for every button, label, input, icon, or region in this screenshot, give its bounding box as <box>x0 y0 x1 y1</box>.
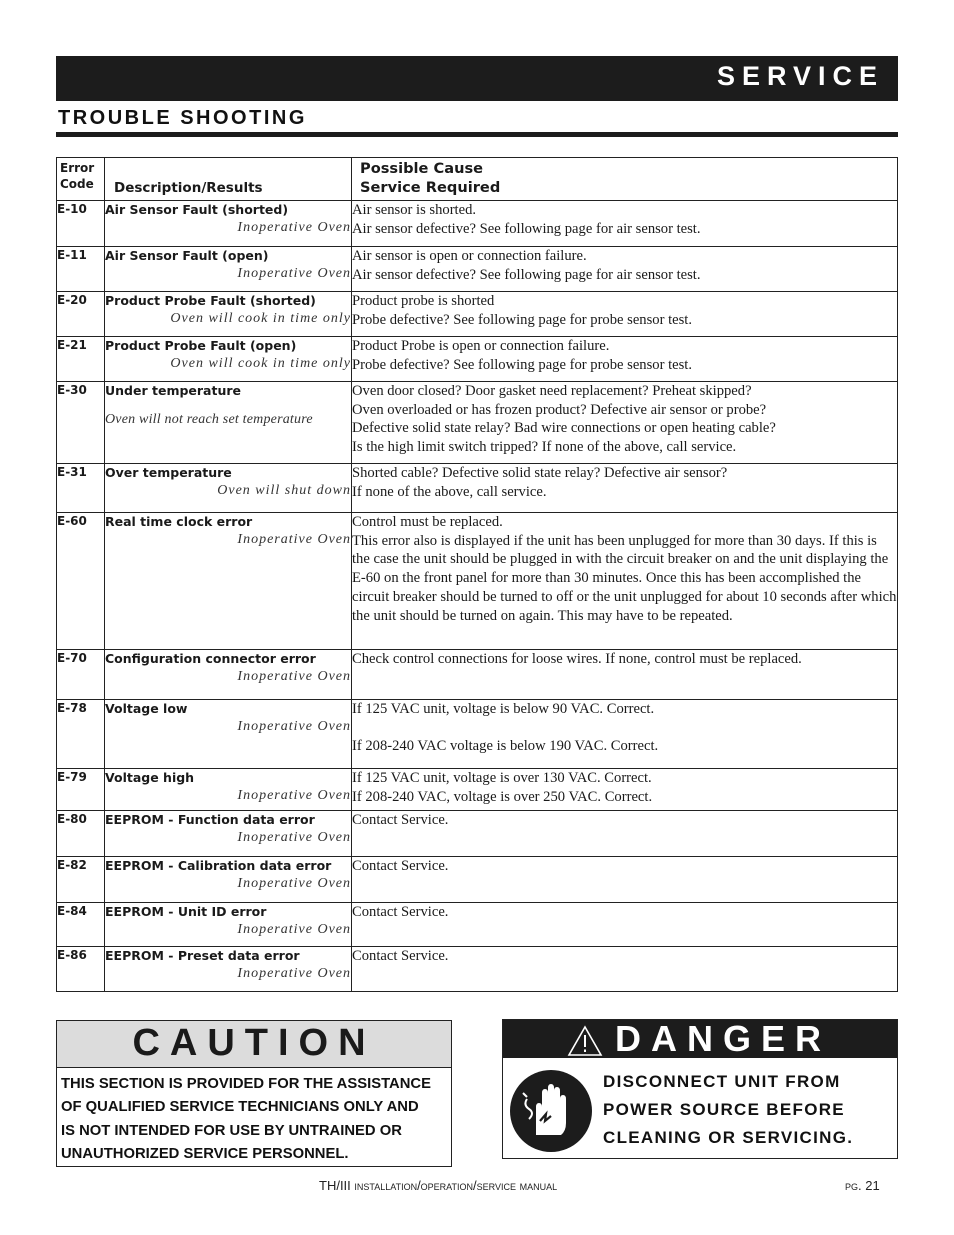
possible-cause <box>352 337 898 382</box>
error-code: E-30 <box>57 382 105 464</box>
danger-header <box>503 1020 897 1058</box>
cause-line: If none of the above, call service. <box>352 483 547 500</box>
fault-result: Inoperative Oven <box>237 266 351 281</box>
fault-result: Inoperative Oven <box>237 966 351 981</box>
fault-title: Voltage low <box>105 701 188 716</box>
cause-line: Air sensor defective? See following page for air sensor test. <box>352 266 701 283</box>
fault-result: Inoperative Oven <box>237 830 351 845</box>
page-number: pg. 21 <box>845 1178 880 1193</box>
cause-line: This error also is displayed if the unit has been unplugged for more than 30 days. If this is the case the unit should be plugged in with the circuit breaker on and the unit displaying the E-60 on the front panel for more than 30 minutes. Once this has been accomplished the circuit breaker should be turned to off or the unit unplugged for about 10 seconds after which the unit should be turned on again. This may have to be repeated. <box>352 532 897 624</box>
cause-line: Shorted cable? Defective solid state relay? Defective air sensor? <box>352 465 728 481</box>
error-description <box>105 464 352 513</box>
cause-line: Probe defective? See following page for probe sensor test. <box>352 311 693 328</box>
error-description <box>105 513 352 650</box>
cause-line: Oven overloaded or has frozen product? Defective air sensor or probe? <box>352 401 767 418</box>
cause-line: Air sensor defective? See following page for air sensor test. <box>352 220 701 237</box>
error-description <box>105 811 352 857</box>
fault-title: Voltage high <box>105 770 195 785</box>
error-description <box>105 337 352 382</box>
header-possible-cause: Possible Cause Service Required <box>352 158 898 201</box>
table-row <box>57 201 898 247</box>
error-code: E-82 <box>57 857 105 903</box>
table-row <box>57 382 898 464</box>
fault-title: EEPROM - Function data error <box>105 812 315 827</box>
possible-cause <box>352 700 898 769</box>
cause-line: Product Probe is open or connection failure. <box>352 338 610 354</box>
fault-title: Air Sensor Fault (open) <box>105 248 269 263</box>
table-row <box>57 857 898 903</box>
fault-result: Inoperative Oven <box>237 719 351 734</box>
cause-line: If 125 VAC unit, voltage is below 90 VAC. Correct. <box>352 701 655 717</box>
fault-result: Inoperative Oven <box>237 669 351 684</box>
cause-line: Product probe is shorted <box>352 293 495 309</box>
cause-line: Probe defective? See following page for probe sensor test. <box>352 356 693 373</box>
cause-line: Control must be replaced. <box>352 514 503 530</box>
error-description <box>105 292 352 337</box>
possible-cause <box>352 464 898 513</box>
cause-line: Contact Service. <box>352 948 449 964</box>
fault-title: Product Probe Fault (open) <box>105 338 297 353</box>
caution-box <box>56 1020 452 1167</box>
manual-title: TH/III installation/operation/service manual <box>319 1178 558 1193</box>
section-label: SERVICE <box>716 61 884 91</box>
table-row <box>57 292 898 337</box>
table-row <box>57 650 898 700</box>
cause-line: Contact Service. <box>352 904 449 920</box>
service-header-bar <box>56 56 898 101</box>
fault-result: Inoperative Oven <box>237 876 351 891</box>
error-code: E-70 <box>57 650 105 700</box>
cause-line: Air sensor is open or connection failure. <box>352 248 587 264</box>
danger-message: DISCONNECT UNIT FROM POWER SOURCE BEFORE CLEANING OR SERVICING. <box>603 1072 854 1147</box>
error-description <box>105 700 352 769</box>
page-title: TROUBLE SHOOTING <box>58 107 307 129</box>
possible-cause <box>352 247 898 292</box>
possible-cause <box>352 857 898 903</box>
error-description <box>105 857 352 903</box>
cause-line: Contact Service. <box>352 812 449 828</box>
cause-line: If 208-240 VAC voltage is below 190 VAC. Correct. <box>352 737 659 754</box>
table-row <box>57 464 898 513</box>
fault-title: Configuration connector error <box>105 651 316 666</box>
error-code: E-10 <box>57 201 105 247</box>
possible-cause <box>352 650 898 700</box>
cause-line: If 208-240 VAC, voltage is over 250 VAC. Correct. <box>352 788 653 805</box>
error-description <box>105 903 352 947</box>
error-description <box>105 247 352 292</box>
fault-result: Oven will not reach set temperature <box>105 412 313 427</box>
header-description: Description/Results <box>105 158 352 201</box>
error-code: E-21 <box>57 337 105 382</box>
cause-line: If 125 VAC unit, voltage is over 130 VAC. Correct. <box>352 770 652 786</box>
possible-cause <box>352 201 898 247</box>
possible-cause <box>352 903 898 947</box>
error-code: E-78 <box>57 700 105 769</box>
error-description <box>105 382 352 464</box>
cause-line <box>352 719 897 737</box>
table-row <box>57 247 898 292</box>
possible-cause <box>352 769 898 811</box>
fault-title: Real time clock error <box>105 514 253 529</box>
error-code: E-84 <box>57 903 105 947</box>
troubleshooting-table <box>56 157 898 992</box>
fault-result: Inoperative Oven <box>237 532 351 547</box>
fault-title: EEPROM - Unit ID error <box>105 904 267 919</box>
table-row <box>57 769 898 811</box>
cause-line: Check control connections for loose wires. If none, control must be replaced. <box>352 651 802 667</box>
error-code: E-31 <box>57 464 105 513</box>
possible-cause <box>352 292 898 337</box>
table-row <box>57 903 898 947</box>
possible-cause <box>352 382 898 464</box>
fault-title: Product Probe Fault (shorted) <box>105 293 316 308</box>
table-header-row <box>57 158 898 201</box>
fault-result: Inoperative Oven <box>237 220 351 235</box>
error-code: E-20 <box>57 292 105 337</box>
fault-title: Under temperature <box>105 383 242 398</box>
possible-cause <box>352 947 898 992</box>
header-error-code: Error Code <box>57 158 105 201</box>
caution-title: CAUTION <box>57 1021 451 1068</box>
error-code: E-79 <box>57 769 105 811</box>
fault-title: Air Sensor Fault (shorted) <box>105 202 289 217</box>
fault-result: Inoperative Oven <box>237 922 351 937</box>
table-row <box>57 811 898 857</box>
error-code: E-11 <box>57 247 105 292</box>
table-row <box>57 513 898 650</box>
fault-title: EEPROM - Calibration data error <box>105 858 332 873</box>
error-code: E-60 <box>57 513 105 650</box>
cause-line: Defective solid state relay? Bad wire connections or open heating cable? <box>352 420 776 437</box>
caution-text: THIS SECTION IS PROVIDED FOR THE ASSISTANCE OF QUALIFIED SERVICE TECHNICIANS ONLY AND IS NOT INTENDED FOR USE BY UNTRAINED OR UNAUTHORIZED SERVICE PERSONNEL. <box>61 1076 431 1162</box>
danger-title: DANGER <box>615 1018 832 1059</box>
fault-result: Oven will cook in time only <box>170 311 351 326</box>
danger-box <box>502 1019 898 1159</box>
title-divider <box>56 132 898 137</box>
error-description <box>105 769 352 811</box>
cause-line: Air sensor is shorted. <box>352 202 477 218</box>
fault-result: Inoperative Oven <box>237 788 351 803</box>
possible-cause <box>352 513 898 650</box>
error-description <box>105 947 352 992</box>
fault-result: Oven will shut down <box>217 483 351 498</box>
possible-cause <box>352 811 898 857</box>
cause-line: Oven door closed? Door gasket need replacement? Preheat skipped? <box>352 383 752 399</box>
cause-line: Is the high limit switch tripped? If none of the above, call service. <box>352 439 737 456</box>
warning-triangle-icon <box>567 1025 603 1057</box>
fault-title: Over temperature <box>105 465 232 480</box>
cause-line: Contact Service. <box>352 858 449 874</box>
error-description <box>105 650 352 700</box>
error-code: E-86 <box>57 947 105 992</box>
table-row <box>57 947 898 992</box>
table-row <box>57 700 898 769</box>
fault-result: Oven will cook in time only <box>170 356 351 371</box>
table-row <box>57 337 898 382</box>
fault-title: EEPROM - Preset data error <box>105 948 300 963</box>
error-code: E-80 <box>57 811 105 857</box>
error-description <box>105 201 352 247</box>
electric-shock-hand-icon <box>509 1069 593 1153</box>
